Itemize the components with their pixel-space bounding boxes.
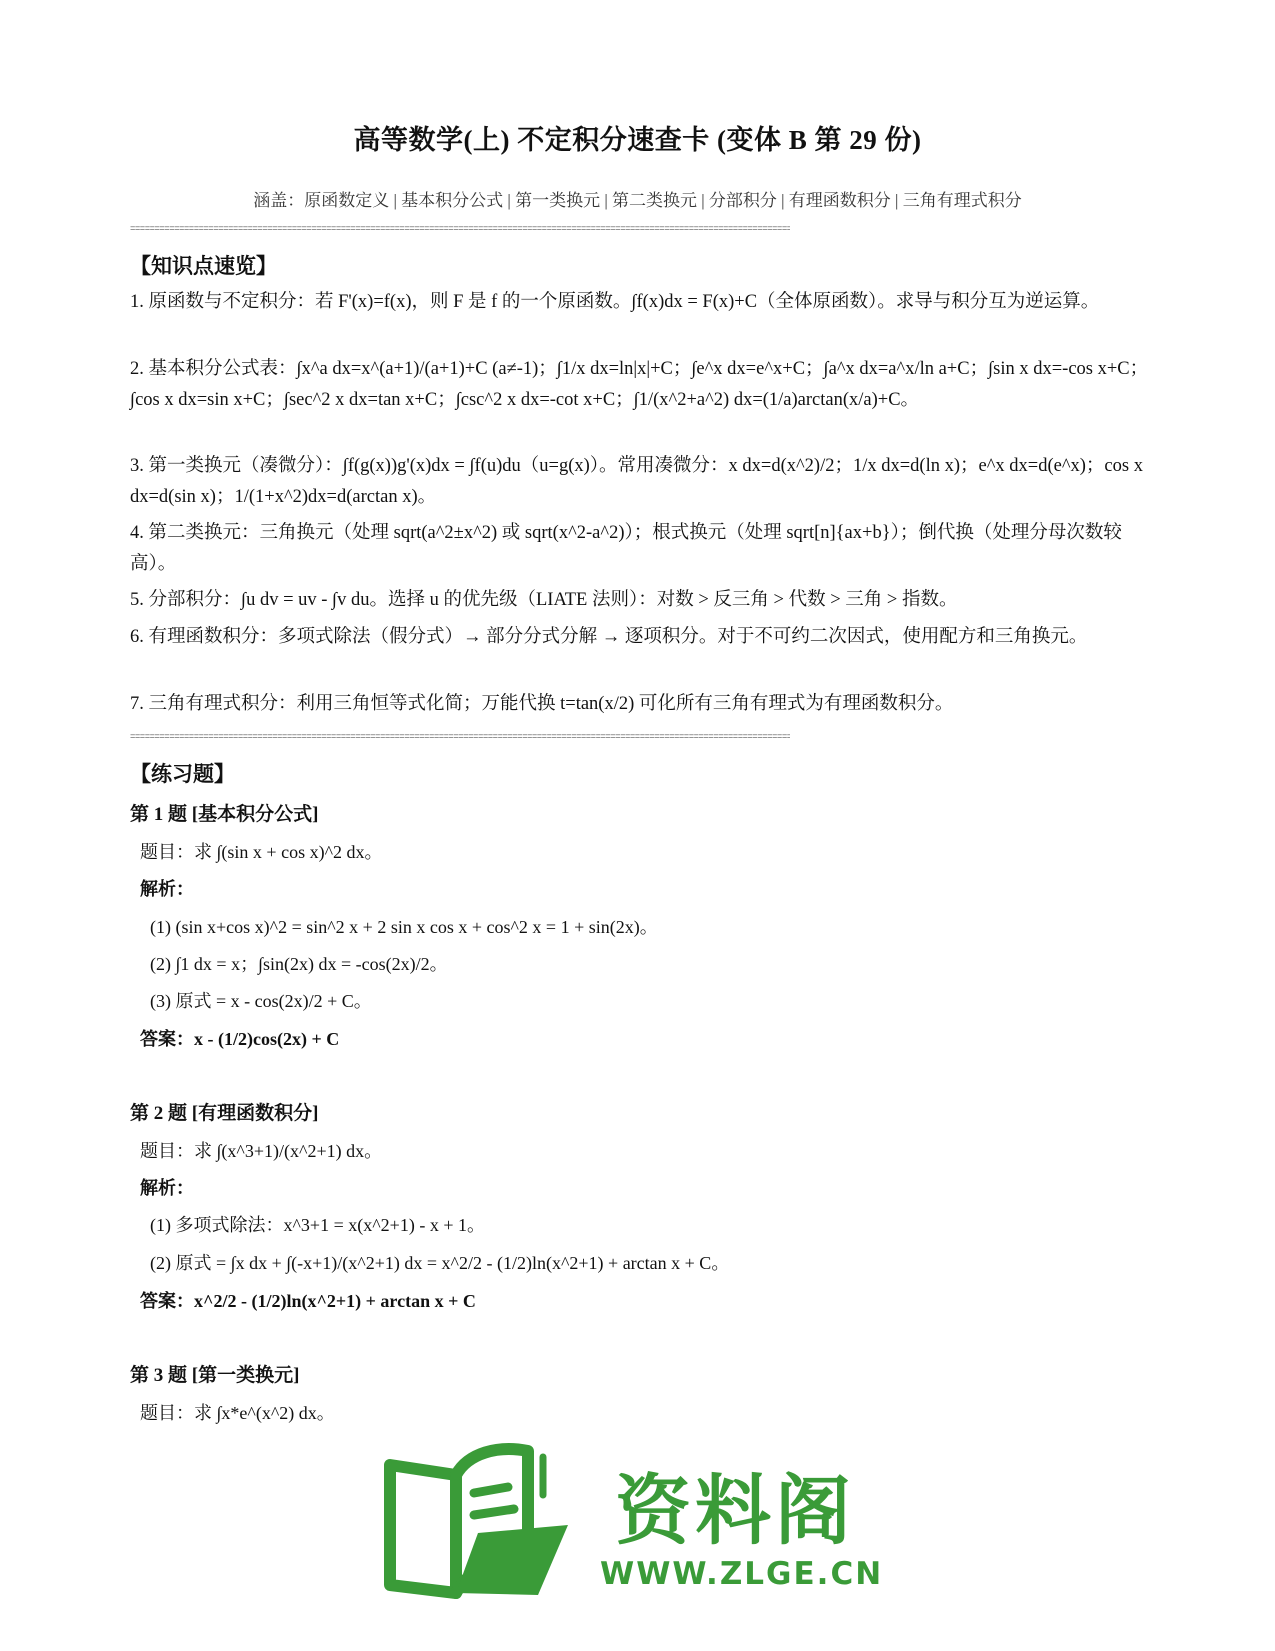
exercises-heading: 【练习题】 (130, 762, 235, 786)
knowledge-heading: 【知识点速览】 (130, 254, 277, 278)
knowledge-item-1: 1. 原函数与不定积分：若 F'(x)=f(x)，则 F 是 f 的一个原函数。∫f(x)dx = F(x)+C（全体原函数）。求导与积分互为逆运算。 (130, 292, 1100, 312)
page-title: 高等数学(上) 不定积分速查卡 (变体 B 第 29 份) (353, 125, 922, 155)
knowledge-item-4: 4. 第二类换元：三角换元（处理 sqrt(a^2±x^2) 或 sqrt(x^2-a^2)）；根式换元（处理 sqrt[n]{ax+b}）；倒代换（处理分母次数较高）。 (130, 523, 1122, 574)
problem-2-analysis-label: 解析： (140, 1178, 194, 1198)
watermark-name: 资料阁 (615, 1466, 855, 1555)
open-book-logo-icon (378, 1435, 578, 1600)
problem-2-step-1: (1) 多项式除法：x^3+1 = x(x^2+1) - x + 1。 (150, 1215, 485, 1235)
watermark (400, 1440, 884, 1610)
knowledge-item-7: 7. 三角有理式积分：利用三角恒等式化简；万能代换 t=tan(x/2) 可化所有三角有理式为有理函数积分。 (130, 694, 954, 714)
separator-line (130, 732, 790, 742)
knowledge-item-3: 3. 第一类换元（凑微分）：∫f(g(x))g'(x)dx = ∫f(u)du（u=g(x)）。常用凑微分：x dx=d(x^2)/2；1/x dx=d(ln x)；e^x dx=d(e^x)；cos x dx=d(sin x)；1/(1+x^2)dx=d(arctan x)。 (130, 456, 1143, 507)
knowledge-item-5: 5. 分部积分：∫u dv = uv - ∫v du。选择 u 的优先级（LIATE 法则）：对数 > 反三角 > 代数 > 三角 > 指数。 (130, 590, 958, 610)
watermark-url: WWW.ZLGE.CN (600, 1556, 884, 1592)
problem-2-step-2: (2) 原式 = ∫x dx + ∫(-x+1)/(x^2+1) dx = x^2/2 - (1/2)ln(x^2+1) + arctan x + C。 (150, 1253, 730, 1273)
problem-2-answer: 答案：x^2/2 - (1/2)ln(x^2+1) + arctan x + C (140, 1291, 476, 1311)
knowledge-item-6: 6. 有理函数积分：多项式除法（假分式）→ 部分分式分解 → 逐项积分。对于不可约二次因式，使用配方和三角换元。 (130, 627, 1088, 647)
problem-1-question: 题目：求 ∫(sin x + cos x)^2 dx。 (140, 842, 383, 862)
problem-1-heading: 第 1 题 [基本积分公式] (130, 804, 319, 825)
separator-line (130, 224, 790, 234)
problem-1-step-1: (1) (sin x+cos x)^2 = sin^2 x + 2 sin x cos x + cos^2 x = 1 + sin(2x)。 (150, 917, 658, 937)
problem-1-step-2: (2) ∫1 dx = x；∫sin(2x) dx = -cos(2x)/2。 (150, 954, 448, 974)
problem-1-step-3: (3) 原式 = x - cos(2x)/2 + C。 (150, 991, 372, 1011)
problem-2-question: 题目：求 ∫(x^3+1)/(x^2+1) dx。 (140, 1141, 383, 1161)
problem-3-question: 题目：求 ∫x*e^(x^2) dx。 (140, 1403, 335, 1423)
problem-2-heading: 第 2 题 [有理函数积分] (130, 1103, 319, 1124)
problem-3-heading: 第 3 题 [第一类换元] (130, 1365, 300, 1386)
problem-1-answer: 答案：x - (1/2)cos(2x) + C (140, 1029, 340, 1049)
page-subtitle: 涵盖：原函数定义 | 基本积分公式 | 第一类换元 | 第二类换元 | 分部积分 | 有理函数积分 | 三角有理式积分 (253, 191, 1022, 210)
problem-1-analysis-label: 解析： (140, 879, 194, 899)
knowledge-item-2: 2. 基本积分公式表：∫x^a dx=x^(a+1)/(a+1)+C (a≠-1)；∫1/x dx=ln|x|+C；∫e^x dx=e^x+C；∫a^x dx=a^x/ln a+C；∫sin x dx=-cos x+C；∫cos x dx=sin x+C；∫sec^2 x dx=tan x+C；∫csc^2 x dx=-cot x+C；∫1/(x^2+a^2) dx=(1/a)arctan(x/a)+C。 (130, 359, 1149, 410)
